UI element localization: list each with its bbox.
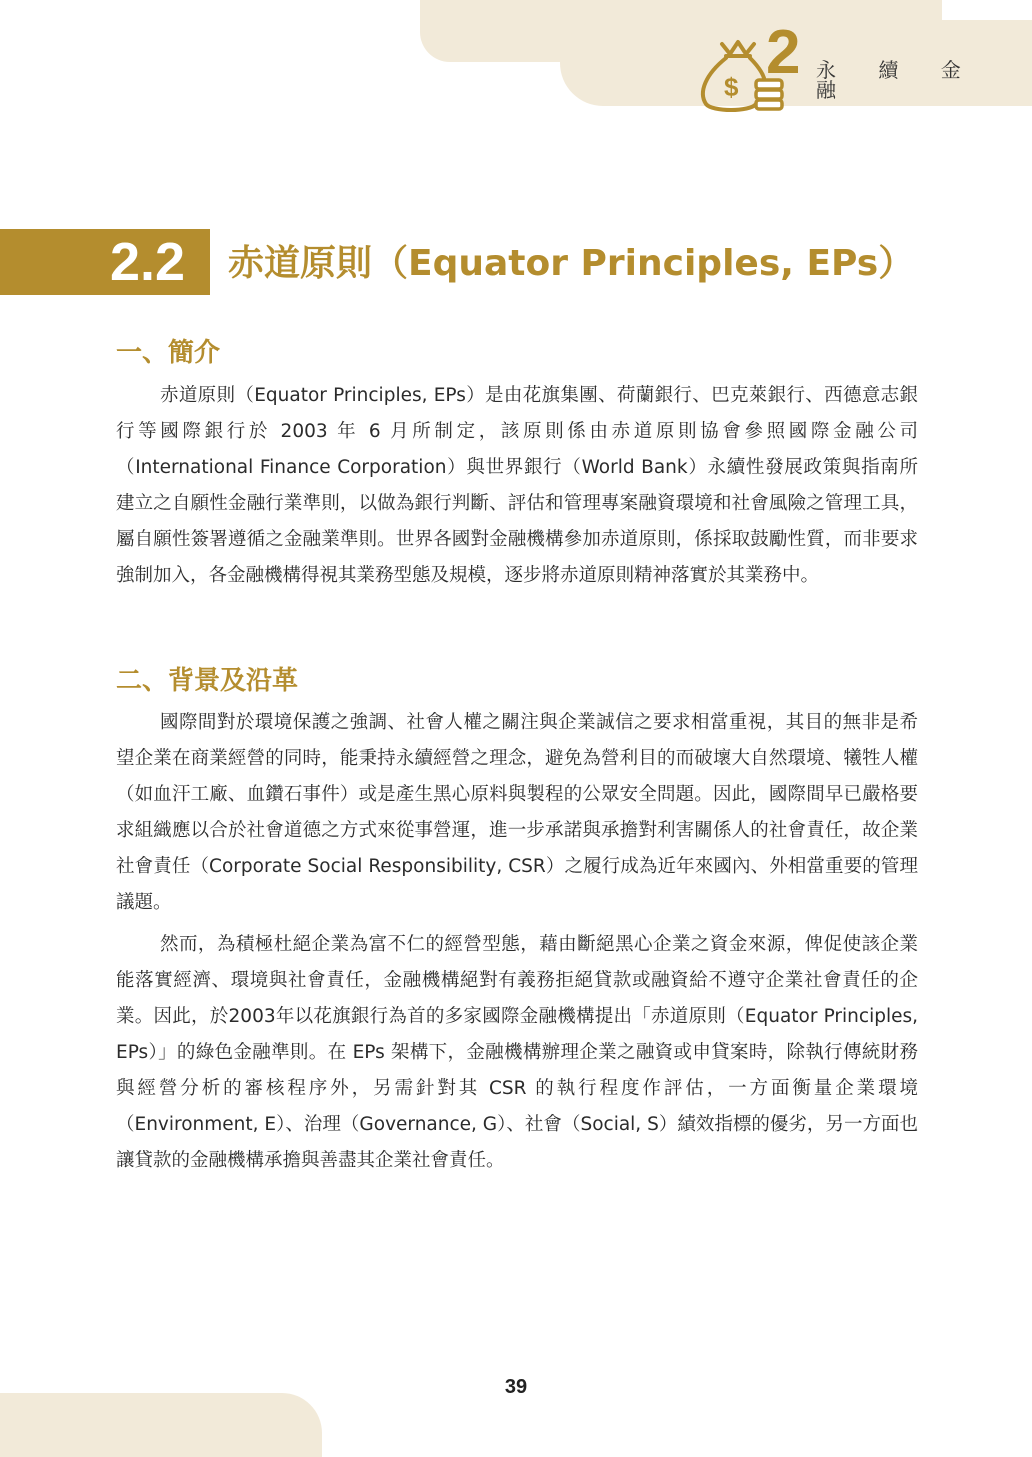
page-number: 39 [504, 1376, 528, 1398]
background-paragraph-2: 然而，為積極杜絕企業為富不仁的經營型態，藉由斷絕黑心企業之資金來源，俾促使該企業能落實經濟、環境與社會責任，金融機構絕對有義務拒絕貸款或融資給不遵守企業社會責任的企業。因此，於2003年以花旗銀行為首的多家國際金融機構提出「赤道原則（Equator Principles, EPs）」的綠色金融準則。在 EPs 架構下，金融機構辦理企業之融資或申貸案時，除執行傳統財務與經營分析的審核程序外，另需針對其 CSR 的執行程度作評估，一方面衡量企業環境（Environment, E）、治理（Governance, G）、社會（Social, S）績效指標的優劣，另一方面也讓貸款的金融機構承擔與善盡其企業社會責任。 [116, 934, 918, 1171]
background-heading: 二、背景及沿革 [116, 666, 299, 696]
chapter-number: 2 [766, 18, 801, 87]
svg-text:$: $ [724, 72, 739, 102]
background-paragraph-1: 國際間對於環境保護之強調、社會人權之關注與企業誠信之要求相當重視，其目的無非是希望企業在商業經營的同時，能秉持永續經營之理念，避免為營利目的而破壞大自然環境、犧牲人權（如血汗工廠、血鑽石事件）或是產生黑心原料與製程的公眾安全問題。因此，國際間早已嚴格要求組織應以合於社會道德之方式來從事營運，進一步承諾與承擔對利害關係人的社會責任，故企業社會責任（Corporate Social Responsibility, CSR）之履行成為近年來國內、外相當重要的管理議題。 [116, 712, 918, 913]
intro-heading: 一、簡介 [116, 338, 221, 368]
section-title: 赤道原則（Equator Principles, EPs） [228, 243, 915, 284]
footer-corner-shape [0, 1393, 322, 1457]
intro-paragraph: 赤道原則（Equator Principles, EPs）是由花旗集團、荷蘭銀行、巴克萊銀行、西德意志銀行等國際銀行於 2003 年 6 月所制定，該原則係由赤道原則協會參照國際金融公司（International Finance Corporation）與世界銀行（World Bank）永續性發展政策與指南所建立之自願性金融行業準則，以做為銀行判斷、評估和管理專案融資環境和社會風險之管理工具，屬自願性簽署遵循之金融業準則。世界各國對金融機構參加赤道原則，係採取鼓勵性質，而非要求強制加入，各金融機構得視其業務型態及規模，逐步將赤道原則精神落實於其業務中。 [116, 385, 918, 586]
section-number: 2.2 [110, 232, 186, 292]
chapter-title: 永 續 金 融 [816, 58, 979, 102]
